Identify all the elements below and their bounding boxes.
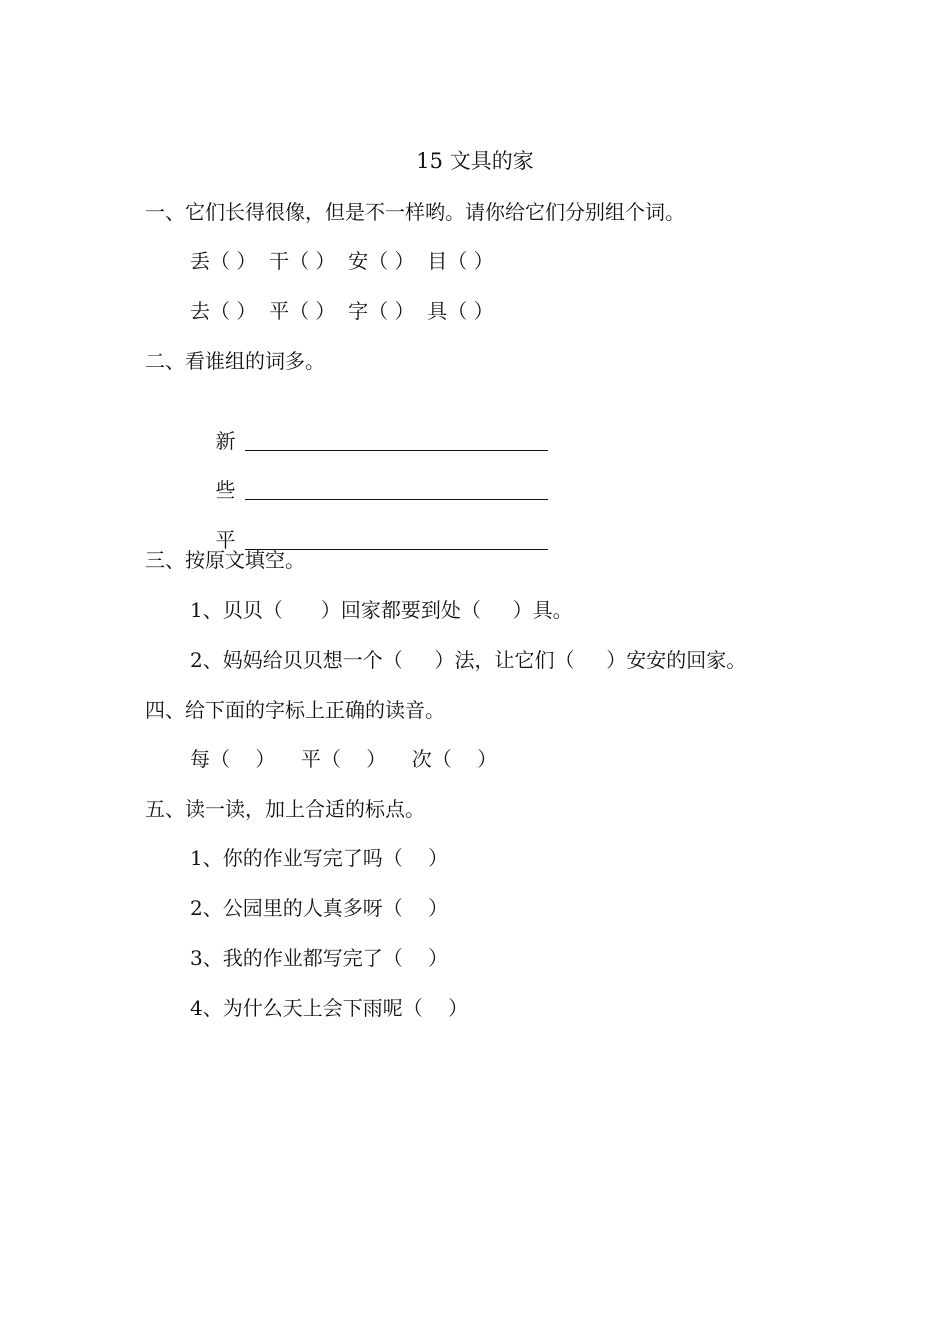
question-2-char: 平 [215,528,236,552]
question-5-heading: 五、读一读，加上合适的标点。 [145,797,425,821]
question-5-item-2: 2、公园里的人真多呀（ ） [190,896,449,920]
question-3-item-2: 2、妈妈给贝贝想一个（ ）法，让它们（ ）安安的回家。 [190,648,747,672]
question-5-item-1: 1、你的作业写完了吗（ ） [190,846,449,870]
question-5-item-4: 4、为什么天上会下雨呢（ ） [190,996,469,1020]
question-4-heading: 四、给下面的字标上正确的读音。 [145,698,445,722]
question-1-row-1: 丢（ ） 干（ ） 安（ ） 目（ ） [190,249,494,273]
question-2-char: 些 [215,478,236,502]
question-5-item-3: 3、我的作业都写完了（ ） [190,946,449,970]
question-4-row: 每（ ） 平（ ） 次（ ） [190,747,498,771]
question-3-item-1: 1、贝贝（ ）回家都要到处（ ）具。 [190,598,573,622]
question-2-char: 新 [215,429,236,453]
question-2-heading: 二、看谁组的词多。 [145,349,325,373]
question-1-heading: 一、它们长得很像，但是不一样哟。请你给它们分别组个词。 [145,200,685,224]
page-title: 15 文具的家 [416,149,534,173]
question-1-row-2: 去（ ） 平（ ） 字（ ） 具（ ） [190,299,494,323]
question-3-heading: 三、按原文填空。 [145,548,305,572]
